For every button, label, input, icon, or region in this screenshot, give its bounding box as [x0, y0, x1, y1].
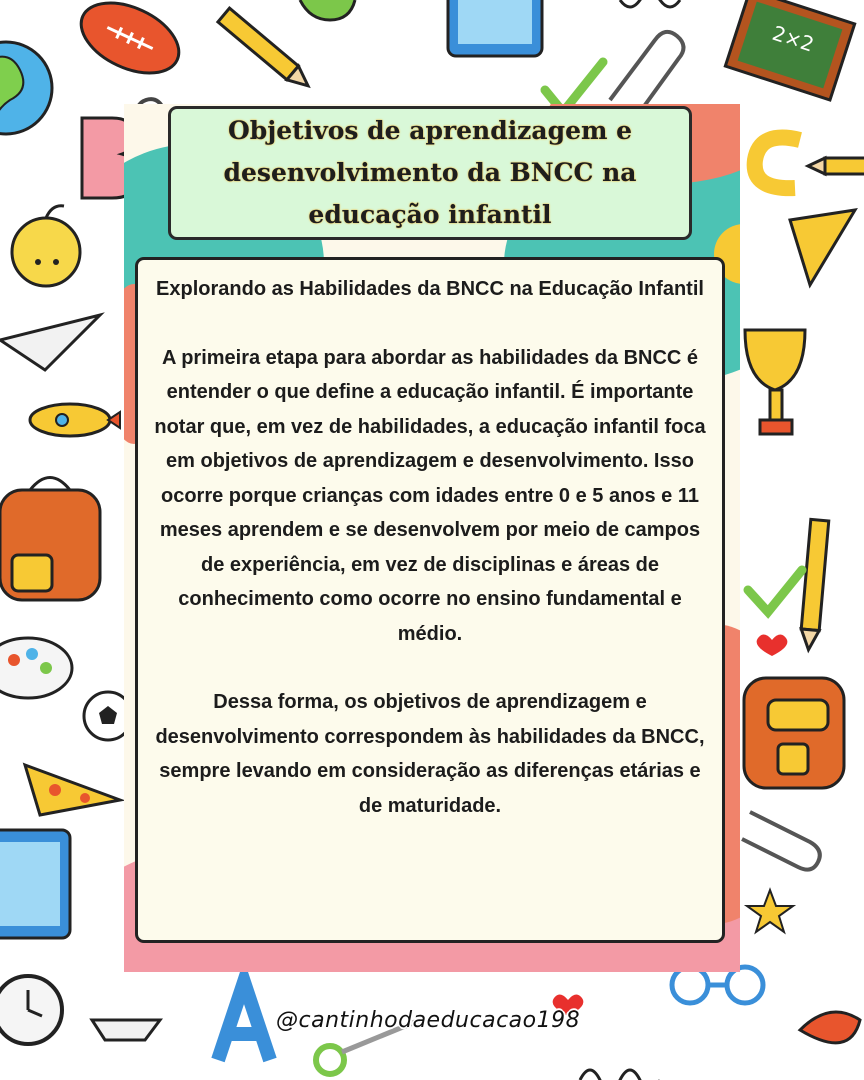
- letter-a-icon: [218, 982, 270, 1060]
- content-box: [135, 257, 725, 943]
- pencil-icon: [799, 519, 828, 650]
- star-icon: [747, 890, 793, 932]
- pencil-icon: [808, 158, 864, 174]
- heart-icon: [757, 634, 788, 656]
- dna-icon: [620, 0, 680, 7]
- paper-boat-icon: [92, 1020, 160, 1040]
- checkmark-icon: [748, 570, 802, 612]
- palette-icon: [0, 638, 72, 698]
- alarm-clock-icon: [0, 976, 62, 1044]
- paper-plane-icon: [0, 315, 100, 370]
- apple-icon: [12, 206, 80, 286]
- instagram-handle: @cantinhodaeducacao198: [276, 1008, 581, 1033]
- glasses-icon: [672, 967, 763, 1003]
- trophy-icon: [745, 330, 805, 434]
- dna-icon: [580, 1070, 660, 1080]
- backpack-icon: [744, 678, 844, 788]
- chalkboard-text: 2×2: [769, 20, 818, 57]
- pizza-icon: [25, 765, 120, 815]
- paperclip-icon: [742, 812, 820, 870]
- backpack-icon: [0, 478, 100, 601]
- title-box: [168, 106, 692, 240]
- pencil-icon: [218, 8, 314, 92]
- content-subtitle: Explorando as Habilidades da BNCC na Educação Infantil: [156, 278, 704, 300]
- content-paragraph: Dessa forma, os objetivos de aprendizagem e desenvolvimento correspondem às habilidades da BNCC, sempre levando em consideração as diferenças etárias e de maturidade.: [155, 691, 705, 817]
- globe-icon: [0, 42, 52, 134]
- football-icon: [70, 0, 190, 87]
- tablet-icon: [448, 0, 542, 56]
- ruler-triangle-icon: [790, 210, 855, 285]
- chalkboard-icon: [725, 0, 854, 100]
- content-paragraph: A primeira etapa para abordar as habilidades da BNCC é entender o que define a educação infantil. É importante notar que, em vez de habilidades, a educação infantil foca em objetivos de aprendizagem e desenvolvimento. Isso ocorre porque crianças com idades entre 0 e 5 anos e 11 meses aprendem e se desenvolvem por meio de campos de experiência, em vez de disciplinas e áreas de conhecimento como ocorre no ensino fundamental e médio.: [154, 346, 706, 645]
- rocket-icon: [30, 404, 120, 436]
- letter-c-icon: [755, 138, 800, 189]
- post-title: Objetivos de aprendizagem e desenvolvimento da BNCC na educação infantil: [223, 116, 637, 229]
- tablet-icon: [0, 830, 70, 938]
- leaf-icon: [300, 0, 355, 20]
- leaf-icon: [800, 1012, 860, 1043]
